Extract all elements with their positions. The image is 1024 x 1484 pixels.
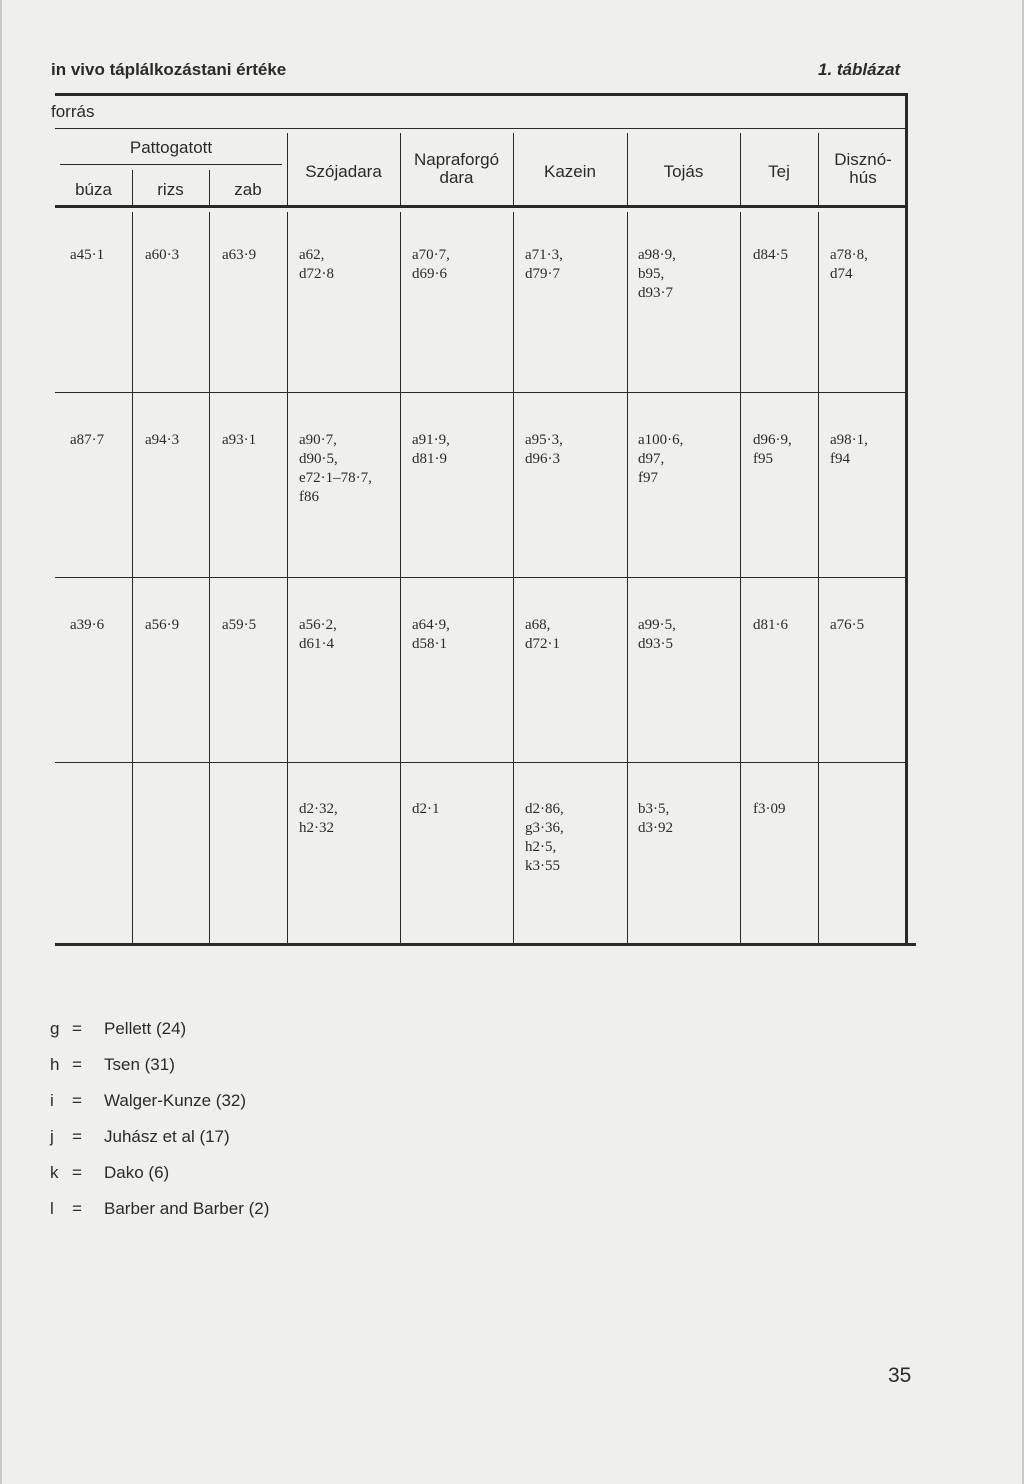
cell-line: a87·7 [70,432,105,448]
table-cell [145,246,179,265]
cell-line: a98·1, [830,432,868,448]
table-cell [753,616,788,635]
cell-line: a95·3, [525,432,563,448]
legend-item [50,1055,175,1075]
cell-line: f95 [753,451,773,467]
table-cell [525,616,560,654]
cell-line: a63·9 [222,247,257,263]
table-cell [412,800,440,819]
legend-key: h [50,1055,60,1074]
legend-key: j [50,1127,54,1146]
cell-line: d72·1 [525,636,560,652]
cell-line: d81·9 [412,451,447,467]
cell-line: a39·6 [70,617,105,633]
col-sep-6 [627,212,628,943]
row-rule-2 [55,577,906,578]
source-label: forrás [51,102,95,121]
cell-line: a59·5 [222,617,257,633]
legend-key: l [50,1199,54,1218]
legend-equals: = [72,1163,82,1182]
table-cell [222,616,256,635]
col-sep-2 [209,212,210,943]
col-sep-5 [513,212,514,943]
header-napraforgo-line2: dara [439,168,474,187]
header-disznohus-line1: Disznó- [834,150,892,169]
cell-line: f86 [299,489,319,505]
table-cell [638,616,676,654]
legend-value: Walger-Kunze (32) [104,1091,247,1110]
table-cell [412,431,450,469]
table-cell [412,246,450,284]
table-cell [830,431,868,469]
table-cell [70,616,104,635]
table-cell [525,246,563,284]
cell-line: d2·1 [412,801,440,817]
cell-line: b3·5, [638,801,670,817]
cell-line: a91·9, [412,432,450,448]
page-heading: in vivo táplálkozástani értéke [51,60,287,79]
legend-equals: = [72,1199,82,1218]
cell-line: a99·5, [638,617,676,633]
table-cell [638,431,683,488]
table-cell [299,800,338,838]
row-rule-3 [55,762,906,763]
legend-equals: = [72,1019,82,1038]
legend-key: k [50,1163,59,1182]
table-cell [638,246,676,303]
legend-value: Pellett (24) [104,1019,187,1038]
cell-line: a78·8, [830,247,868,263]
cell-line: d74 [830,266,853,282]
col-sep-4 [400,212,401,943]
cell-line: d97, [638,451,665,467]
cell-line: d84·5 [753,247,788,263]
col-sep-7 [740,212,741,943]
row-rule-1 [55,392,906,393]
legend-equals: = [72,1127,82,1146]
cell-line: a45·1 [70,247,105,263]
cell-line: k3·55 [525,858,560,874]
cell-line: d69·6 [412,266,447,282]
cell-line: a56·9 [145,617,180,633]
table-cell [222,431,256,450]
header-pattogatott: Pattogatott [129,138,213,157]
legend-equals: = [72,1055,82,1074]
table-cell [412,616,450,654]
group-rule [60,164,282,165]
legend-value: Barber and Barber (2) [104,1199,270,1218]
table-cell [222,246,256,265]
table-right-rule [905,93,908,946]
cell-line: a100·6, [638,432,684,448]
table-cell [830,246,868,284]
cell-line: a60·3 [145,247,180,263]
table-cell [753,246,788,265]
header-rizs: rizs [157,180,184,199]
cell-line: d2·32, [299,801,338,817]
cell-line: e72·1–78·7, [299,470,372,486]
cell-line: d61·4 [299,636,334,652]
legend-value: Dako (6) [104,1163,170,1182]
legend-item [50,1127,230,1147]
table-bottom-rule [55,943,916,946]
header-kazein: Kazein [544,162,596,181]
table-cell [525,431,563,469]
table-cell [638,800,673,838]
legend-equals: = [72,1091,82,1110]
header-napraforgo-line1: Napraforgó [413,150,500,169]
table-cell [70,431,104,450]
header-top-rule [55,128,906,129]
header-szojadara: Szójadara [305,162,382,181]
cell-line: d81·6 [753,617,788,633]
cell-line: d93·5 [638,636,673,652]
legend-item [50,1163,169,1183]
cell-line: a62, [299,247,325,263]
table-cell [299,616,337,654]
table-cell [753,431,792,469]
cell-line: f94 [830,451,850,467]
header-buza: búza [75,180,112,199]
cell-line: a76·5 [830,617,865,633]
header-tojas: Tojás [663,162,704,181]
cell-line: d72·8 [299,266,334,282]
table-cell [70,246,104,265]
legend-value: Juhász et al (17) [104,1127,230,1146]
cell-line: h2·5, [525,839,557,855]
cell-line: d96·3 [525,451,560,467]
cell-line: f97 [638,470,658,486]
col-sep-8 [818,212,819,943]
cell-line: a68, [525,617,551,633]
cell-line: a70·7, [412,247,450,263]
cell-line: d2·86, [525,801,564,817]
page-number: 35 [888,1364,912,1387]
cell-line: h2·32 [299,820,334,836]
cell-line: a71·3, [525,247,563,263]
table-reference: 1. táblázat [818,60,901,79]
cell-line: g3·36, [525,820,564,836]
cell-line: d96·9, [753,432,792,448]
cell-line: f3·09 [753,801,786,817]
table-cell [145,616,179,635]
cell-line: b95, [638,266,665,282]
table-cell [830,616,864,635]
legend-key: i [50,1091,54,1110]
cell-line: a94·3 [145,432,180,448]
page-edge-left [0,0,2,1484]
table-cell [753,800,786,819]
cell-line: d58·1 [412,636,447,652]
cell-line: a64·9, [412,617,450,633]
legend-item [50,1199,269,1219]
table-cell [145,431,179,450]
col-sep-3 [287,212,288,943]
table-cell [525,800,564,876]
legend-value: Tsen (31) [104,1055,175,1074]
legend-key: g [50,1019,60,1038]
table-cell [299,431,372,507]
header-disznohus-line2: hús [849,168,877,187]
cell-line: d79·7 [525,266,560,282]
cell-line: d93·7 [638,285,673,301]
header-bottom-rule [55,205,906,208]
col-sep-1 [132,212,133,943]
cell-line: a90·7, [299,432,337,448]
cell-line: a56·2, [299,617,337,633]
table-cell [299,246,334,284]
header-tej: Tej [768,162,790,181]
cell-line: d3·92 [638,820,673,836]
table-top-rule [55,93,906,96]
header-zab: zab [234,180,262,199]
cell-line: d90·5, [299,451,338,467]
cell-line: a98·9, [638,247,676,263]
cell-line: a93·1 [222,432,257,448]
legend-item [50,1091,246,1111]
legend-item [50,1019,186,1039]
